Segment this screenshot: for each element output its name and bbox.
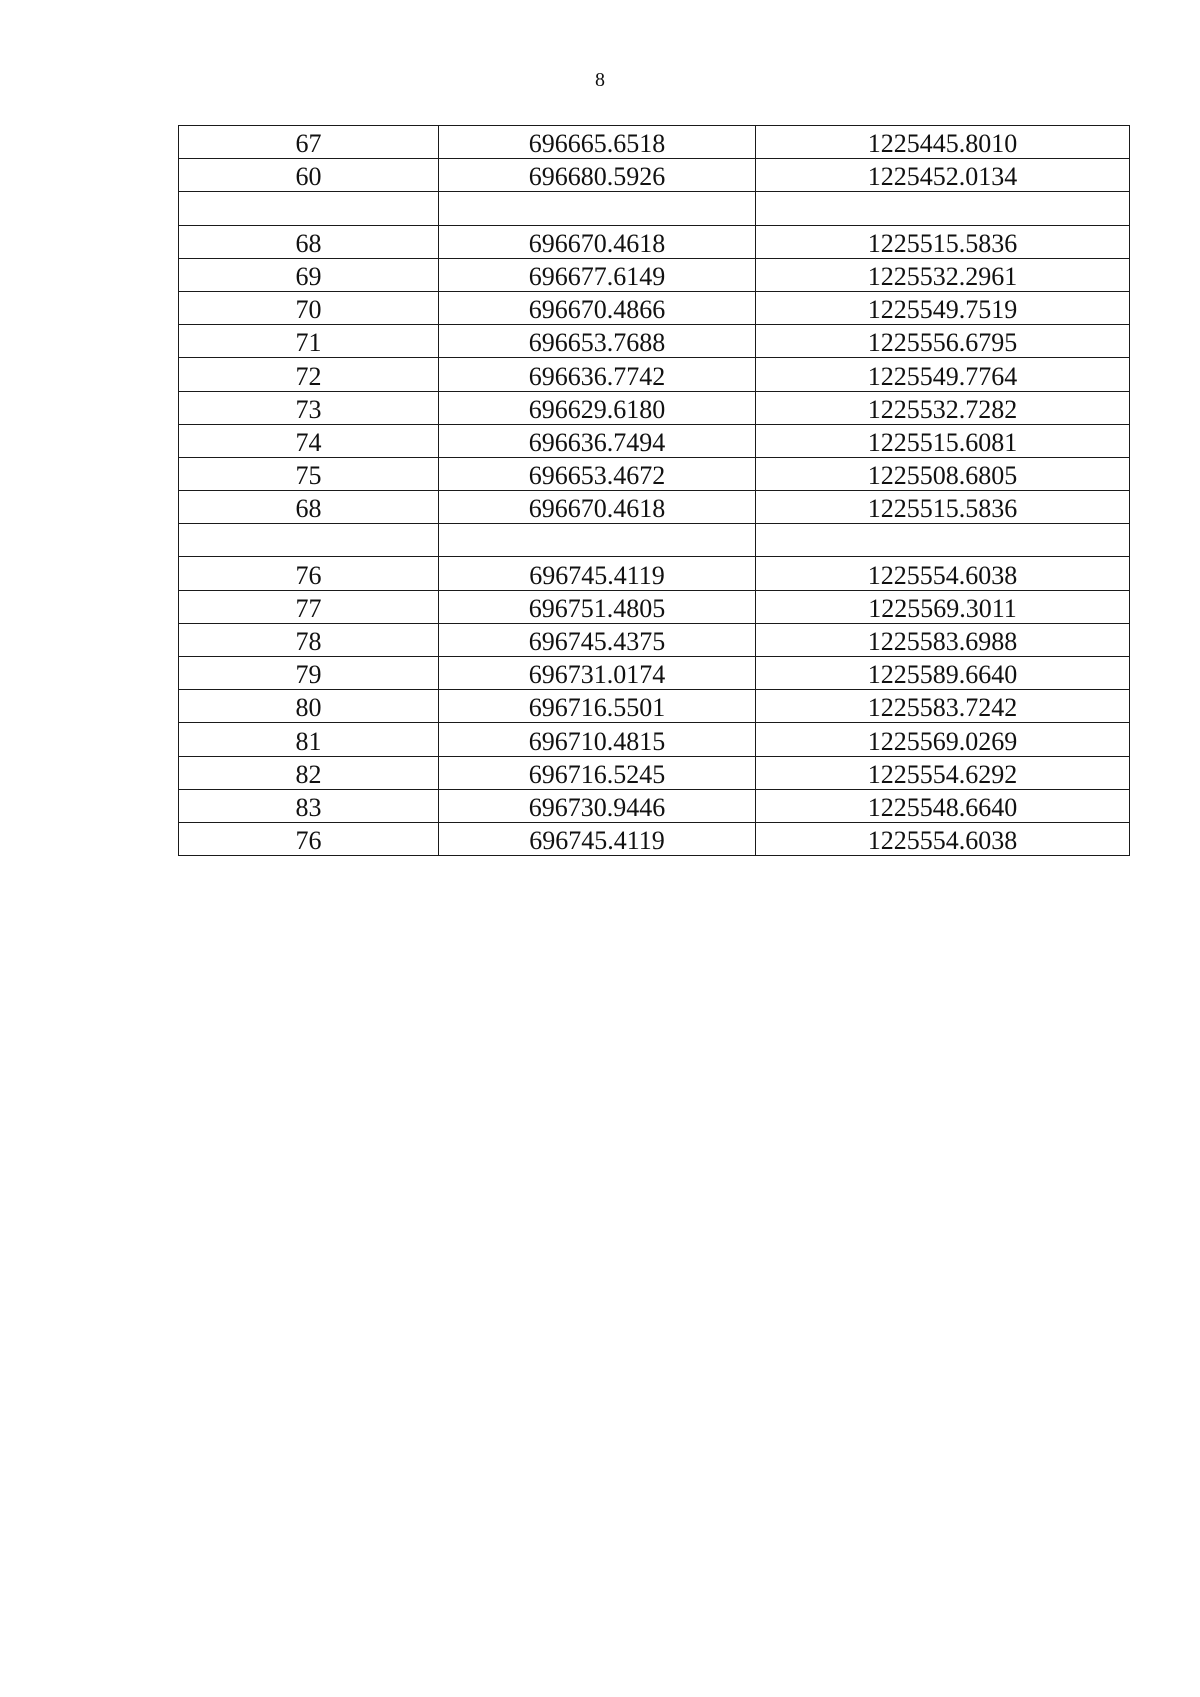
point-number-cell: 72 — [179, 358, 439, 391]
table-row — [179, 126, 1130, 159]
x-coordinate-cell: 696629.6180 — [439, 391, 756, 424]
x-coordinate-cell: 696731.0174 — [439, 657, 756, 690]
table-row-empty — [179, 192, 1130, 225]
x-coordinate-cell: 696716.5245 — [439, 756, 756, 789]
table-row — [179, 291, 1130, 324]
table-row — [179, 789, 1130, 822]
table-row — [179, 325, 1130, 358]
table-row — [179, 424, 1130, 457]
point-number-cell: 80 — [179, 690, 439, 723]
table-row — [179, 690, 1130, 723]
table-row — [179, 557, 1130, 590]
point-number-cell: 68 — [179, 491, 439, 524]
table-row — [179, 756, 1130, 789]
table-row — [179, 822, 1130, 855]
y-coordinate-cell: 1225554.6038 — [756, 822, 1130, 855]
y-coordinate-cell: 1225515.6081 — [756, 424, 1130, 457]
y-coordinate-cell: 1225583.7242 — [756, 690, 1130, 723]
point-number-cell: 83 — [179, 789, 439, 822]
y-coordinate-cell: 1225554.6292 — [756, 756, 1130, 789]
x-coordinate-cell: 696751.4805 — [439, 590, 756, 623]
point-number-cell: 69 — [179, 258, 439, 291]
x-coordinate-cell: 696670.4866 — [439, 291, 756, 324]
table-row — [179, 159, 1130, 192]
y-coordinate-cell: 1225569.0269 — [756, 723, 1130, 756]
point-number-cell: 73 — [179, 391, 439, 424]
table-row — [179, 723, 1130, 756]
x-coordinate-cell: 696745.4119 — [439, 822, 756, 855]
table-row — [179, 623, 1130, 656]
table-row — [179, 391, 1130, 424]
y-coordinate-cell — [756, 192, 1130, 225]
point-number-cell: 82 — [179, 756, 439, 789]
y-coordinate-cell: 1225554.6038 — [756, 557, 1130, 590]
point-number-cell: 78 — [179, 623, 439, 656]
y-coordinate-cell: 1225556.6795 — [756, 325, 1130, 358]
table-row-empty — [179, 524, 1130, 557]
x-coordinate-cell: 696653.7688 — [439, 325, 756, 358]
page-number: 8 — [595, 69, 605, 91]
x-coordinate-cell: 696653.4672 — [439, 457, 756, 490]
point-number-cell: 81 — [179, 723, 439, 756]
point-number-cell: 60 — [179, 159, 439, 192]
x-coordinate-cell: 696670.4618 — [439, 225, 756, 258]
x-coordinate-cell: 696745.4375 — [439, 623, 756, 656]
x-coordinate-cell — [439, 192, 756, 225]
table-row — [179, 258, 1130, 291]
point-number-cell: 67 — [179, 126, 439, 159]
y-coordinate-cell: 1225515.5836 — [756, 491, 1130, 524]
y-coordinate-cell: 1225532.2961 — [756, 258, 1130, 291]
y-coordinate-cell: 1225583.6988 — [756, 623, 1130, 656]
x-coordinate-cell: 696636.7494 — [439, 424, 756, 457]
y-coordinate-cell: 1225508.6805 — [756, 457, 1130, 490]
x-coordinate-cell: 696636.7742 — [439, 358, 756, 391]
y-coordinate-cell: 1225445.8010 — [756, 126, 1130, 159]
table-row — [179, 225, 1130, 258]
y-coordinate-cell: 1225549.7764 — [756, 358, 1130, 391]
table-row — [179, 491, 1130, 524]
x-coordinate-cell: 696716.5501 — [439, 690, 756, 723]
point-number-cell: 68 — [179, 225, 439, 258]
y-coordinate-cell: 1225532.7282 — [756, 391, 1130, 424]
table-row — [179, 358, 1130, 391]
x-coordinate-cell: 696665.6518 — [439, 126, 756, 159]
table-row — [179, 590, 1130, 623]
point-number-cell — [179, 192, 439, 225]
coordinates-table — [178, 125, 1130, 856]
point-number-cell: 70 — [179, 291, 439, 324]
x-coordinate-cell: 696730.9446 — [439, 789, 756, 822]
x-coordinate-cell: 696680.5926 — [439, 159, 756, 192]
y-coordinate-cell: 1225452.0134 — [756, 159, 1130, 192]
point-number-cell: 79 — [179, 657, 439, 690]
point-number-cell: 75 — [179, 457, 439, 490]
y-coordinate-cell — [756, 524, 1130, 557]
y-coordinate-cell: 1225548.6640 — [756, 789, 1130, 822]
y-coordinate-cell: 1225589.6640 — [756, 657, 1130, 690]
table-row — [179, 457, 1130, 490]
x-coordinate-cell — [439, 524, 756, 557]
x-coordinate-cell: 696710.4815 — [439, 723, 756, 756]
x-coordinate-cell: 696745.4119 — [439, 557, 756, 590]
y-coordinate-cell: 1225515.5836 — [756, 225, 1130, 258]
point-number-cell — [179, 524, 439, 557]
point-number-cell: 71 — [179, 325, 439, 358]
point-number-cell: 77 — [179, 590, 439, 623]
point-number-cell: 74 — [179, 424, 439, 457]
point-number-cell: 76 — [179, 557, 439, 590]
table-row — [179, 657, 1130, 690]
point-number-cell: 76 — [179, 822, 439, 855]
x-coordinate-cell: 696670.4618 — [439, 491, 756, 524]
x-coordinate-cell: 696677.6149 — [439, 258, 756, 291]
y-coordinate-cell: 1225549.7519 — [756, 291, 1130, 324]
y-coordinate-cell: 1225569.3011 — [756, 590, 1130, 623]
